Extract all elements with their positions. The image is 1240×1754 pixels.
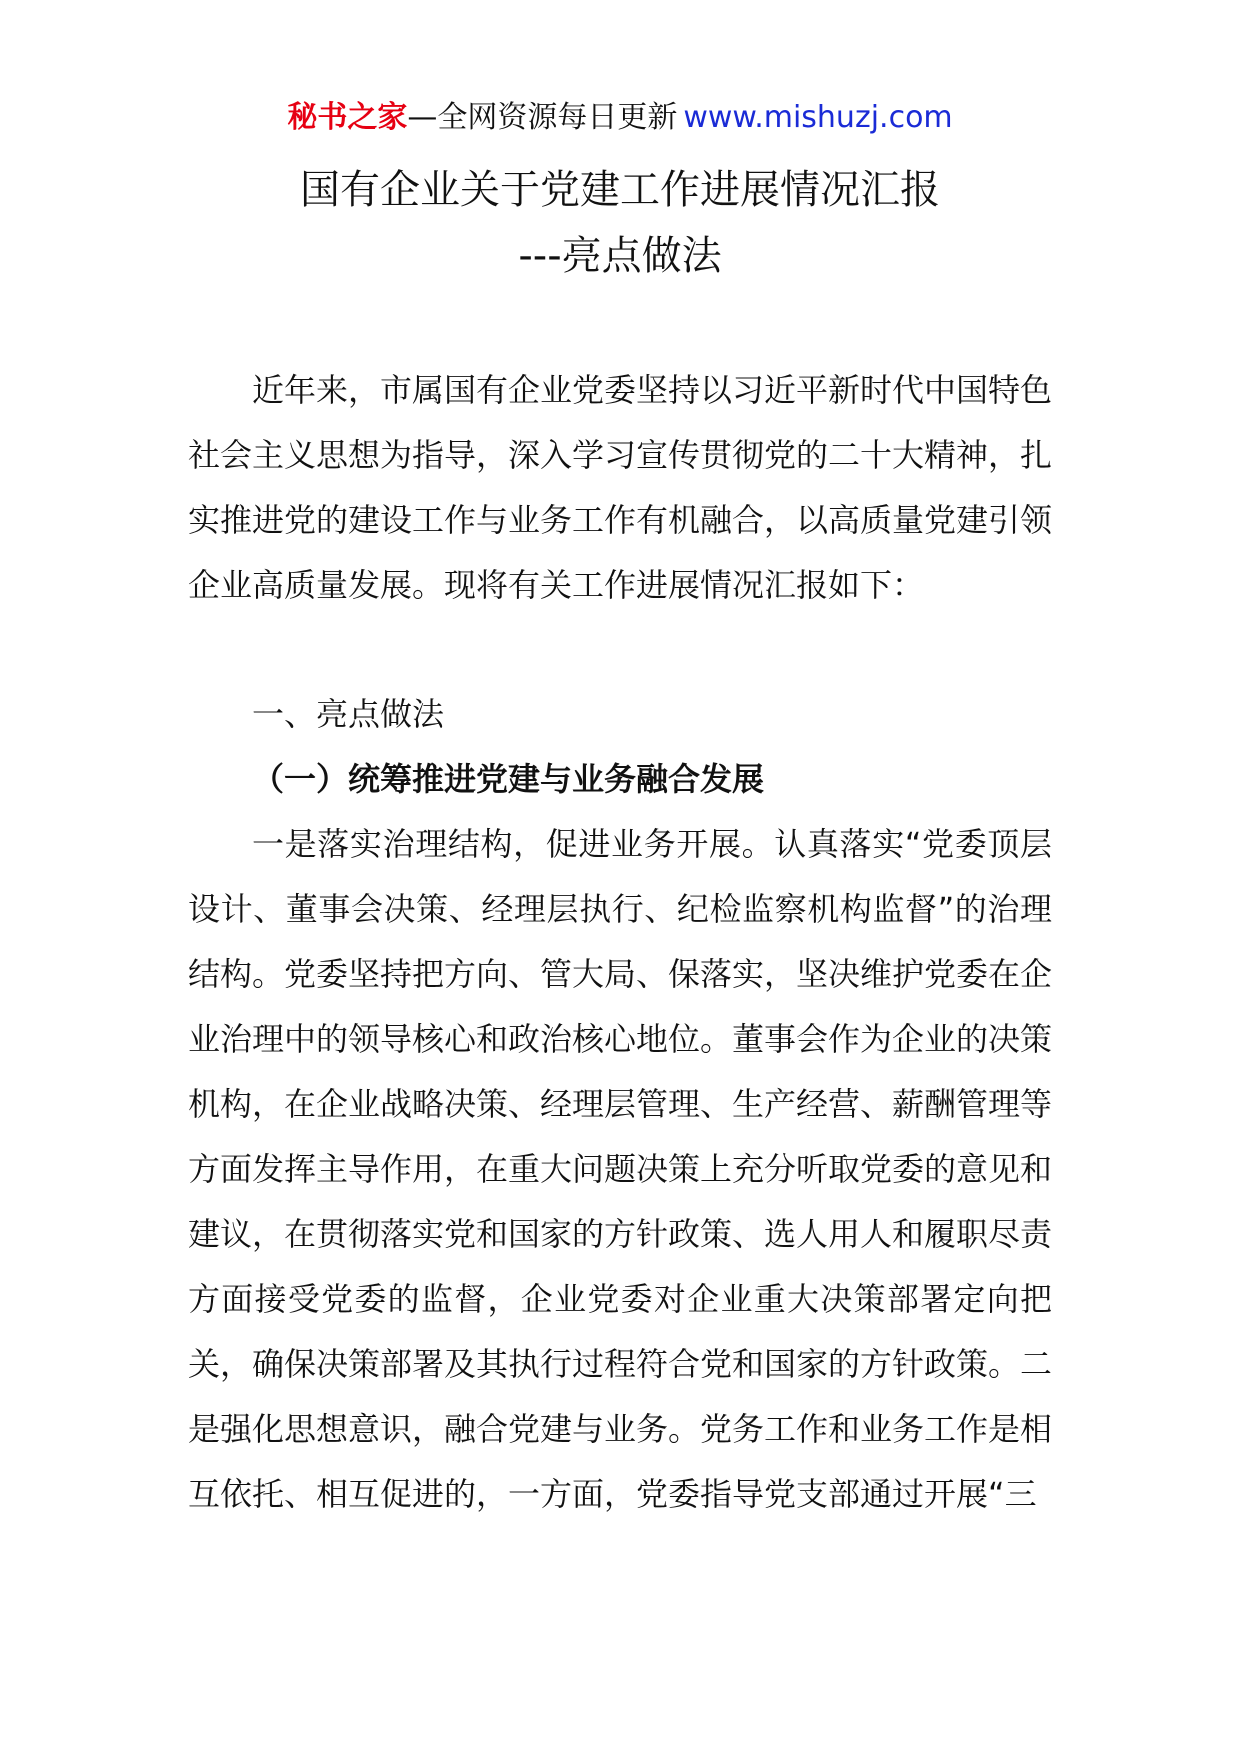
intro-paragraph: 近年来，市属国有企业党委坚持以习近平新时代中国特色社会主义思想为指导，深入学习宣传贯彻党的二十大精神，扎实推进党的建设工作与业务工作有机融合，以高质量党建引领企业高质量发展。现将有关工作进展情况汇报如下： — [188, 371, 1053, 604]
section-heading: 一、亮点做法 — [252, 695, 445, 733]
intro-block — [188, 358, 1052, 618]
document-subtitle: ---亮点做法 — [518, 233, 722, 279]
document-title: 国有企业关于党建工作进展情况汇报 — [300, 167, 940, 213]
brand-name: 秘书之家 — [287, 100, 408, 135]
main-paragraph: 一是落实治理结构，促进业务开展。认真落实“党委顶层设计、董事会决策、经理层执行、纪检监察机构监督”的治理结构。党委坚持把方向、管大局、保落实，坚决维护党委在企业治理中的领导核心和政治核心地位。董事会作为企业的决策机构，在企业战略决策、经理层管理、生产经营、薪酬管理等方面发挥主导作用，在重大问题决策上充分听取党委的意见和建议，在贯彻落实党和国家的方针政策、选人用人和履职尽责方面接受党委的监督，企业党委对企业重大决策部署定向把关，确保决策部署及其执行过程符合党和国家的方针政策。二是强化思想意识，融合党建与业务。党务工作和业务工作是相互依托、相互促进的，一方面，党委指导党支部通过开展“三 — [188, 825, 1053, 1513]
main-block — [188, 812, 1052, 1527]
site-url-link[interactable]: www.mishuzj.com — [683, 100, 953, 135]
site-tagline: —全网资源每日更新 — [407, 100, 678, 135]
subsection-heading: （一）统筹推进党建与业务融合发展 — [252, 760, 765, 798]
site-banner — [0, 98, 1240, 138]
